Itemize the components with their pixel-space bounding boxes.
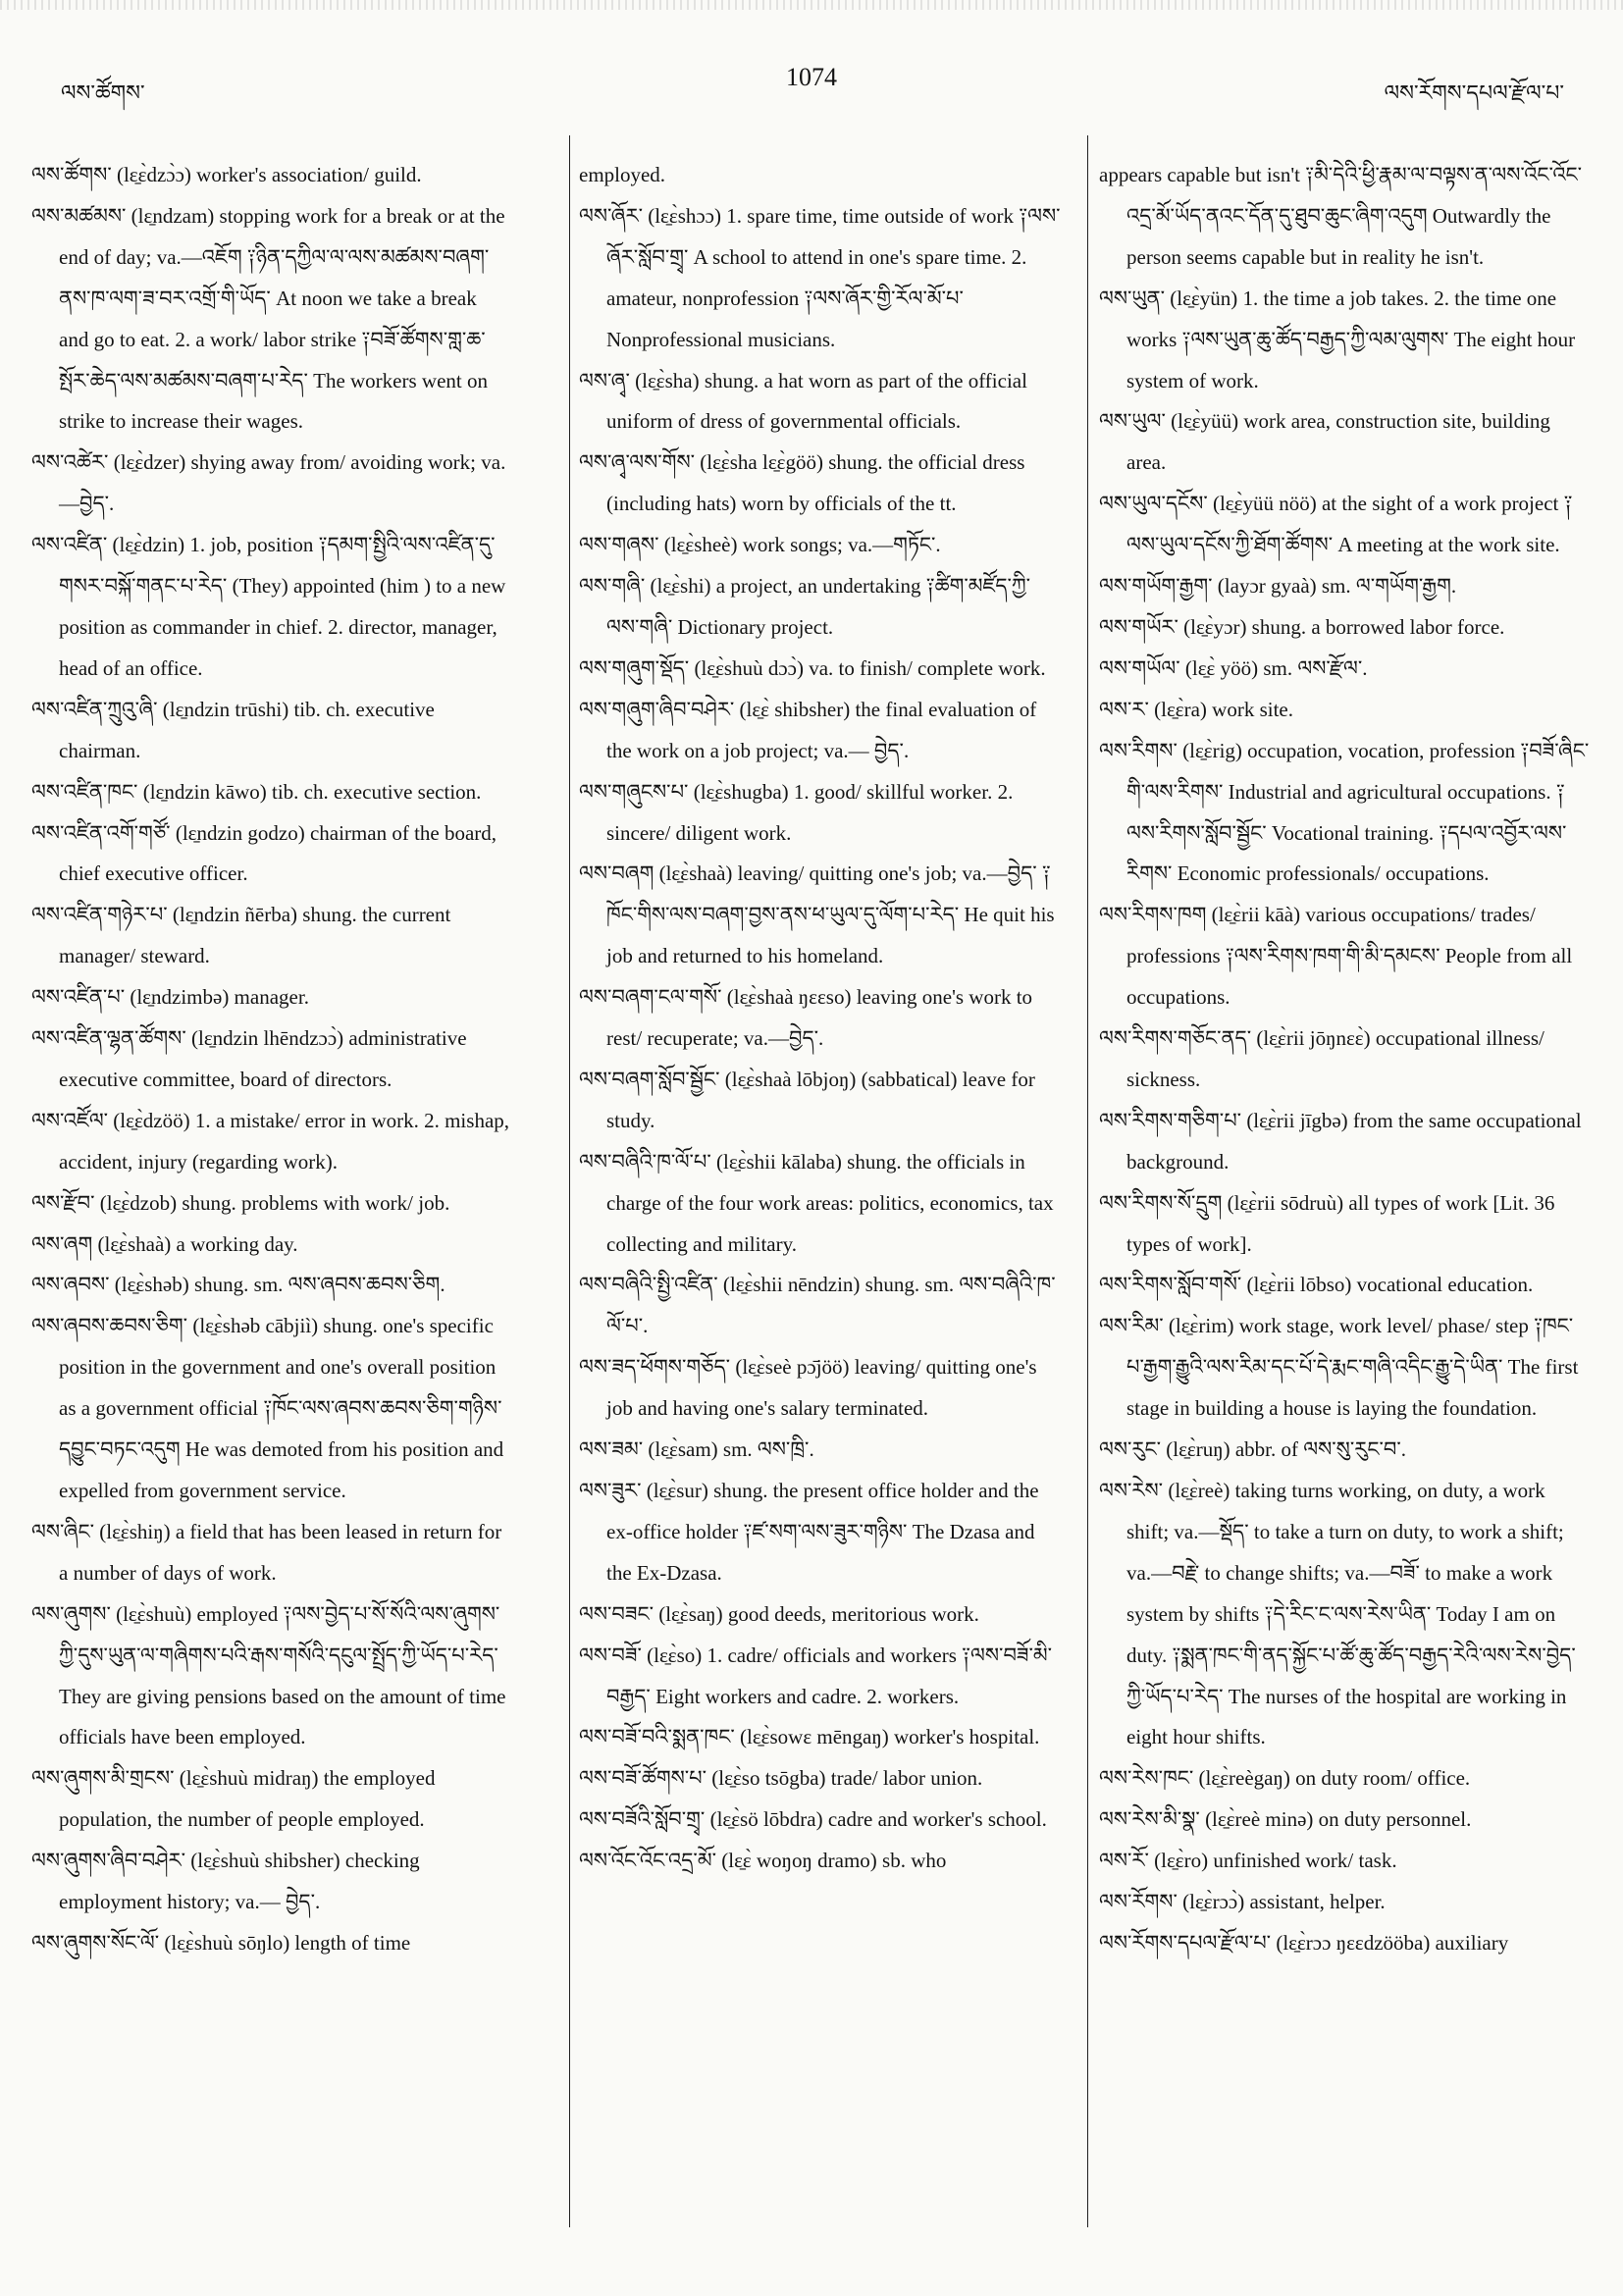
dictionary-entry: ལས་རེས་མི་སྣ་ (lɛ̱ɛ̀reè minə) on duty personnel. <box>1099 1807 1472 1832</box>
dictionary-entry: ལས་བཟོའི་སློབ་གྲྭ་ (lɛ̱ɛ̀sö lōbdra) cadre and worker's school. <box>579 1807 1047 1832</box>
running-head-left: ལས་ཚོགས་ <box>61 80 145 105</box>
dictionary-entry: ལས་ཡུན་ (lɛ̱ɛ̀yün) 1. the time a job takes. 2. the time one works ༑ལས་ཡུན་ཆུ་ཚོད་བརྒྱད་ཀྱི་ལམ་ལུགས་ The eight hour system of work. <box>1099 286 1576 392</box>
dictionary-entry: ལས་གཞུངས་པ་ (lɛ̱ɛ̀shugba) 1. good/ skillful worker. 2. sincere/ diligent work. <box>579 779 1014 845</box>
dictionary-entry: ལས་འཛིན་འགོ་གཙོ་ (lɛ̱ndzin godzo) chairman of the board, chief executive officer. <box>31 820 497 886</box>
dictionary-entry: ལས་རིགས་གཅིག་པ་ (lɛ̱ɛ̀rii jīgbə) from the same occupational background. <box>1099 1108 1582 1174</box>
dictionary-entry: ལས་ཞབས་ཆབས་ཅིག་ (lɛ̱ɛ̀shəb cābjiì) shung. one's specific position in the government and one's overall position as a government official ༑ཁོང་ལས་ཞབས་ཆབས་ཅིག་གཉིས་དབྱུང་བཏང་འདུག He was demoted from his position and expelled from government service. <box>31 1314 504 1502</box>
dictionary-entry: ལས་ཞུགས་ (lɛ̱ɛ̀shuù) employed ༑ལས་བྱེད་པ་སོ་སོའི་ལས་ཞུགས་ཀྱི་དུས་ཡུན་ལ་གཞིགས་པའི་རྒས་གསོའི་དངུལ་སྤྲོད་ཀྱི་ཡོད་པ་རེད་ They are giving pensions based on the amount of time officials have been employed. <box>31 1601 506 1749</box>
dictionary-entry: ལས་ཞག (lɛ̱ɛ̀shaà) a working day. <box>31 1231 298 1256</box>
dictionary-entry: ལས་གཡོག་རྒྱག་ (layɔr gyaà) sm. ལ་གཡོག་རྒྱག. <box>1099 574 1457 599</box>
dictionary-entry: ལས་ར་ (lɛ̱ɛ̀ra) work site. <box>1099 697 1293 721</box>
dictionary-entry: ལས་རིམ་ (lɛ̱ɛ̀rim) work stage, work level/ phase/ step ༑ཁང་པ་རྒྱག་རྒྱུའི་ལས་རིམ་དང་པོ་དེ་རྨང་གཞི་འདིང་རྒྱུ་དེ་ཡིན་ The first stage in building a house is laying the foundation. <box>1099 1314 1579 1421</box>
dictionary-entry: ལས་གཡོལ་ (lɛ̱ɛ̀ yöö) sm. ལས་རྫོལ་. <box>1099 655 1368 680</box>
dictionary-entry: ལས་རོ་ (lɛ̱ɛ̀ro) unfinished work/ task. <box>1099 1849 1397 1873</box>
dictionary-entry: ལས་བཞིའི་སྤྱི་འཛིན་ (lɛ̱ɛ̀shii nēndzin) shung. sm. ལས་བཞིའི་ཁ་ལོ་པ་. <box>579 1273 1056 1338</box>
dictionary-entry: ལས་བཟོ་ (lɛ̱ɛ̀so) 1. cadre/ officials and workers ༑ལས་བཟོ་མི་བརྒྱད་ Eight workers and cadre. 2. workers. <box>579 1643 1053 1708</box>
dictionary-entry: ལས་ཞྭ་ལས་གོས་ (lɛ̱ɛ̀sha lɛ̱ɛ̀göö) shung. the official dress (including hats) worn by officials of the tt. <box>579 450 1025 516</box>
dictionary-entry: ལས་ཚོགས་ (lɛ̱ɛ̀dzɔ̀ɔ) worker's association/ guild. <box>31 163 422 186</box>
dictionary-entry: ལས་བཞག་སློབ་སྦྱོང་ (lɛ̱ɛ̀shaà lōbjoŋ) (sabbatical) leave for study. <box>579 1067 1035 1132</box>
dictionary-entry: ལས་མཚམས་ (lɛ̱ndzam) stopping work for a break or at the end of day; va.—འཇོག ༑ཉིན་དཀྱིལ་ལ་ལས་མཚམས་བཞག་ནས་ཁ་ལག་ཟ་བར་འགྲོ་གི་ཡོད་ At noon we take a break and go to eat. 2. a work/ labor strike ༑བཟོ་ཚོགས་གླ་ཆ་སྤོར་ཆེད་ལས་མཚམས་བཞག་པ་རེད་ The workers went on strike to increase their wages. <box>31 203 505 434</box>
dictionary-entry: ལས་འཛིན་ (lɛ̱ɛ̀dzin) 1. job, position ༑དམག་སྤྱིའི་ལས་འཛིན་དུ་གསར་བསྐོ་གནང་པ་རེད་ (They) appointed (him ) to a new position as commander in chief. 2. director, manager, head of an office. <box>31 533 506 680</box>
page-number: 1074 <box>786 63 837 91</box>
column-1 <box>31 155 510 1964</box>
dictionary-entry: ལས་འཛིན་གཉེར་པ་ (lɛ̱ndzin ñērba) shung. the current manager/ steward. <box>31 903 451 968</box>
dictionary-entry: ལས་གཞུག་ཞིབ་བཤེར་ (lɛ̱ɛ̀ shibsher) the final evaluation of the work on a job project; va.— བྱེད་. <box>579 697 1037 762</box>
dictionary-entry: ལས་འོང་འོང་འདྲ་མོ་ (lɛ̱ɛ̀ woŋoŋ dramo) sb. who <box>579 1849 947 1873</box>
dictionary-entry: employed. <box>579 163 666 186</box>
dictionary-entry: ལས་རིགས་གཅོང་ནད་ (lɛ̱ɛ̀rii jōŋnɛɛ̀) occupational illness/ sickness. <box>1099 1026 1544 1091</box>
dictionary-entry: ལས་འཚེར་ (lɛ̱ɛ̀dzer) shying away from/ avoiding work; va.—བྱེད་. <box>31 450 506 516</box>
dictionary-entry: ལས་རིགས་ (lɛ̱ɛ̀rig) occupation, vocation, profession ༑བཟོ་ཞིང་གི་ལས་རིགས་ Industrial and agricultural occupations. ༑ ལས་རིགས་སློབ་སྦྱོང་ Vocational training. ༑དཔལ་འབྱོར་ལས་རིགས་ Economic professionals/ occupations. <box>1099 738 1590 886</box>
dictionary-entry: ལས་ཞྭ་ (lɛ̱ɛ̀sha) shung. a hat worn as part of the official uniform of dress of governmental officials. <box>579 368 1027 434</box>
dictionary-entry: ལས་འཛིན་ལྷན་ཚོགས་ (lɛ̱ndzin lhēndzɔɔ̀) administrative executive committee, board of directors. <box>31 1026 467 1091</box>
column-divider <box>569 135 570 2227</box>
dictionary-entry: ལས་གཞི་ (lɛ̱ɛ̀shi) a project, an undertaking ༑ཚིག་མཛོད་ཀྱི་ལས་གཞི་ Dictionary project. <box>579 574 1031 639</box>
dictionary-entry: ལས་རོགས་དཔལ་རྫོལ་པ་ (lɛ̱ɛ̀rɔɔ ŋɛɛdzööba) auxiliary <box>1099 1930 1509 1955</box>
running-head-right: ལས་རོགས་དཔལ་རྫོལ་པ་ <box>1384 80 1564 105</box>
dictionary-entry: ལས་གཞས་ (lɛ̱ɛ̀sheè) work songs; va.—གཏོང་. <box>579 533 941 557</box>
dictionary-entry: ལས་གཞུག་སྡོད་ (lɛ̱ɛ̀shuù dɔɔ̀) va. to finish/ complete work. <box>579 655 1046 680</box>
dictionary-entry: ལས་གཡོར་ (lɛ̱ɛ̀yɔr) shung. a borrowed labor force. <box>1099 614 1505 639</box>
dictionary-entry: ལས་འཛོལ་ (lɛ̱ɛ̀dzöö) 1. a mistake/ error in work. 2. mishap, accident, injury (regarding work). <box>31 1108 510 1174</box>
dictionary-entry: appears capable but isn't ༑མི་དེའི་ཕྱི་རྣམ་ལ་བལྟས་ན་ལས་འོང་འོང་འདྲ་མོ་ཡོད་ནའང་དོན་དུ་ཐུབ་ཆུང་ཞིག་འདུག Outwardly the person seems capable but in reality he isn't. <box>1099 163 1583 269</box>
dictionary-entry: ལས་འཛིན་ཀྲུའུ་ཞི་ (lɛ̱ndzin trūshi) tib. ch. executive chairman. <box>31 697 435 762</box>
dictionary-entry: ལས་འཛིན་ཁང་ (lɛ̱ndzin kāwo) tib. ch. executive section. <box>31 779 482 804</box>
scan-edge <box>0 0 1623 10</box>
dictionary-entry: ལས་ཡུལ་ (lɛ̱ɛ̀yüü) work area, construction site, building area. <box>1099 409 1550 475</box>
dictionary-entry: ལས་རེས་ཁང་ (lɛ̱ɛ̀reègaŋ) on duty room/ office. <box>1099 1766 1471 1791</box>
dictionary-entry: ལས་ཡུལ་དངོས་ (lɛ̱ɛ̀yüü nöö) at the sight of a work project ༑ལས་ཡུལ་དངོས་ཀྱི་ཐོག་ཚོགས་ A meeting at the work site. <box>1099 492 1573 557</box>
column-2 <box>579 155 1062 1882</box>
dictionary-entry: ལས་རིགས་སློབ་གསོ་ (lɛ̱ɛ̀rii lōbso) vocational education. <box>1099 1273 1534 1297</box>
dictionary-entry: ལས་ཞུགས་སོང་ལོ་ (lɛ̱ɛ̀shuù sōŋlo) length of time <box>31 1930 411 1955</box>
dictionary-entry: ལས་ཞུགས་མི་གྲངས་ (lɛ̱ɛ̀shuù midraŋ) the employed population, the number of people employed. <box>31 1766 436 1832</box>
dictionary-entry: ལས་བཟོ་ཚོགས་པ་ (lɛ̱ɛ̀so tsōgba) trade/ labor union. <box>579 1766 983 1791</box>
dictionary-entry: ལས་བཞག་ངལ་གསོ་ (lɛ̱ɛ̀shaà ŋɛɛso) leaving one's work to rest/ recuperate; va.—བྱེད་. <box>579 985 1033 1051</box>
dictionary-entry: ལས་ཟམ་ (lɛ̱ɛ̀sam) sm. ལས་ཁྲི་. <box>579 1437 814 1462</box>
dictionary-entry: ལས་ཞིང་ (lɛ̱ɛ̀shiŋ) a field that has been leased in return for a number of days of work. <box>31 1519 502 1585</box>
dictionary-entry: ལས་ཞུགས་ཞིབ་བཤེར་ (lɛ̱ɛ̀shuù shibsher) checking employment history; va.— བྱེད་. <box>31 1849 420 1914</box>
dictionary-entry: ལས་འཛིན་པ་ (lɛ̱ndzimbə) manager. <box>31 985 309 1010</box>
dictionary-entry: ལས་རིགས་སོ་དྲུག (lɛ̱ɛ̀rii sōdruù) all types of work [Lit. 36 types of work]. <box>1099 1190 1555 1256</box>
column-3 <box>1099 155 1590 1964</box>
dictionary-entry: ལས་བཟོ་བའི་སྨན་ཁང་ (lɛ̱ɛ̀sowɛ mēngaŋ) worker's hospital. <box>579 1725 1040 1749</box>
dictionary-entry: ལས་བཟང་ (lɛ̱ɛ̀saŋ) good deeds, meritorious work. <box>579 1601 979 1626</box>
dictionary-entry: ལས་ཟུར་ (lɛ̱ɛ̀sur) shung. the present office holder and the ex-office holder ༑ཛ་སག་ལས་ཟུར་གཉིས་ The Dzasa and the Ex-Dzasa. <box>579 1479 1039 1585</box>
dictionary-entry: ལས་ཞབས་ (lɛ̱ɛ̀shəb) shung. sm. ལས་ཞབས་ཆབས་ཅིག. <box>31 1273 445 1297</box>
dictionary-entry: ལས་བཞིའི་ཁ་ལོ་པ་ (lɛ̱ɛ̀shii kālaba) shung. the officials in charge of the four work areas: politics, economics, tax collecting and military. <box>579 1149 1054 1256</box>
dictionary-entry: ལས་རུང་ (lɛ̱ɛ̀ruŋ) abbr. of ལས་སུ་རུང་བ་. <box>1099 1437 1406 1462</box>
dictionary-entry: ལས་བཞག (lɛ̱ɛ̀shaà) leaving/ quitting one's job; va.—བྱེད་ ༑ཁོང་གིས་ལས་བཞག་བྱས་ནས་ཕ་ཡུལ་དུ་ལོག་པ་རེད་ He quit his job and returned to his homeland. <box>579 861 1055 968</box>
dictionary-entry: ལས་རྫོབ་ (lɛ̱ɛ̀dzob) shung. problems with work/ job. <box>31 1190 450 1215</box>
column-divider <box>1087 135 1088 2227</box>
dictionary-entry: ལས་རེས་ (lɛ̱ɛ̀reè) taking turns working, on duty, a work shift; va.—སྡོད་ to take a turn on duty, to work a shift; va.—བརྗེ་ to change shifts; va.—བཟོ་ to make a work system by shifts ༑དེ་རིང་ང་ལས་རེས་ཡིན་ Today I am on duty. ༑སྨན་ཁང་གི་ནད་སྐྱོང་པ་ཚོ་ཆུ་ཚོད་བརྒྱད་རེའི་ལས་རེས་བྱེད་ཀྱི་ཡོད་པ་རེད་ The nurses of the hospital are working in eight hour shifts. <box>1099 1479 1576 1749</box>
dictionary-entry: ལས་རོགས་ (lɛ̱ɛ̀rɔɔ̀) assistant, helper. <box>1099 1890 1386 1914</box>
dictionary-entry: ལས་ཟད་ཕོགས་གཅོད་ (lɛ̱ɛ̀seè pɔ̄jöö) leaving/ quitting one's job and having one's salary terminated. <box>579 1355 1037 1421</box>
dictionary-entry: ལས་རིགས་ཁག (lɛ̱ɛ̀rii kāà) various occupations/ trades/ professions ༑ལས་རིགས་ཁག་གི་མི་དམངས་ People from all occupations. <box>1099 903 1573 1010</box>
dictionary-entry: ལས་ཞོར་ (lɛ̱ɛ̀shɔɔ) 1. spare time, time outside of work ༑ལས་ཞོར་སློབ་གྲྭ་ A school to attend in one's spare time. 2. amateur, nonprofession ༑ལས་ཞོར་གྱི་རོལ་མོ་པ་ Nonprofessional musicians. <box>579 203 1061 351</box>
